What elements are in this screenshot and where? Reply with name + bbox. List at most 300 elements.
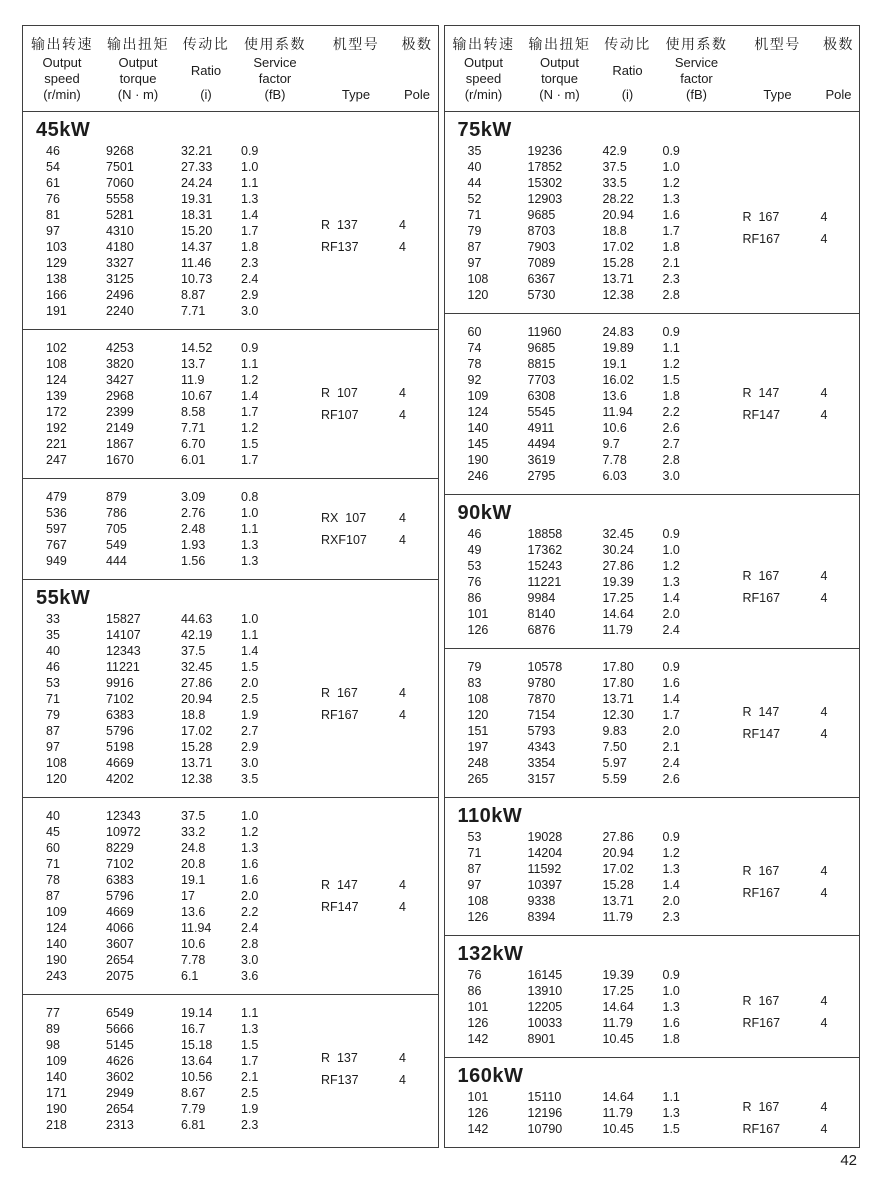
fb-cell: 1.0 [241, 160, 259, 174]
type-value: R 167 [742, 1100, 780, 1114]
ratio-cell: 11.94 [181, 921, 212, 935]
ratio-cell: 44.63 [181, 612, 213, 626]
pole-value: 4 [820, 232, 828, 246]
ratio-cell: 24.83 [602, 325, 634, 339]
pole-value: 4 [399, 218, 406, 232]
fb-cell: 1.0 [241, 506, 259, 520]
torque-cell: 7154 [527, 708, 556, 722]
speed-cell: 61 [46, 176, 60, 190]
type-value: RF167 [742, 591, 781, 605]
fb-cell: 1.3 [241, 538, 259, 552]
speed-cell: 767 [46, 538, 67, 552]
speed-cell: 46 [46, 144, 60, 158]
torque-cell: 444 [106, 554, 127, 568]
table-row [445, 255, 860, 271]
header-col-pole [821, 26, 857, 111]
ratio-cell: 20.94 [602, 208, 634, 222]
table-row [23, 159, 438, 175]
table-row [23, 271, 438, 287]
torque-cell: 12903 [527, 192, 563, 206]
ratio-cell: 17.02 [602, 240, 634, 254]
ratio-cell: 20.8 [181, 857, 206, 871]
speed-cell: 129 [46, 256, 67, 270]
fb-cell: 0.9 [662, 325, 680, 339]
rows-wrap [23, 330, 438, 478]
speed-cell: 124 [46, 921, 67, 935]
ratio-cell: 27.86 [602, 830, 634, 844]
speed-cell: 44 [467, 176, 482, 190]
ratio-cell: 6.70 [181, 437, 206, 451]
type-value: RF167 [742, 1016, 781, 1030]
fb-cell: 2.8 [662, 453, 680, 467]
fb-cell: 3.0 [241, 953, 259, 967]
fb-cell: 3.0 [241, 756, 259, 770]
type-value: RF167 [321, 708, 359, 722]
torque-cell: 3607 [106, 937, 134, 951]
rating-block [445, 117, 860, 313]
ratio-cell: 33.2 [181, 825, 206, 839]
ratio-cell: 24.8 [181, 841, 206, 855]
fb-cell: 1.7 [241, 405, 259, 419]
rating-block [445, 797, 860, 935]
speed-cell: 97 [467, 878, 482, 892]
speed-cell: 120 [467, 288, 489, 302]
header-label-en: torque [119, 71, 157, 86]
ratio-cell: 10.6 [602, 421, 627, 435]
fb-cell: 2.4 [241, 272, 259, 286]
fb-cell: 1.3 [662, 575, 680, 589]
fb-cell: 1.5 [241, 1038, 259, 1052]
torque-cell: 10033 [527, 1016, 563, 1030]
rows-wrap [445, 143, 860, 313]
fb-cell: 1.2 [241, 825, 259, 839]
fb-cell: 1.0 [241, 612, 259, 626]
speed-cell: 140 [46, 1070, 67, 1084]
torque-cell: 5558 [106, 192, 134, 206]
table-row [23, 287, 438, 303]
torque-cell: 4911 [527, 421, 555, 435]
ratio-cell: 13.71 [181, 756, 213, 770]
fb-cell: 1.2 [662, 846, 680, 860]
fb-cell: 2.9 [241, 740, 259, 754]
header-label-zh: 输出转速 [452, 36, 515, 52]
fb-cell: 1.1 [241, 176, 259, 190]
torque-cell: 14204 [527, 846, 563, 860]
fb-cell: 1.4 [662, 591, 680, 605]
header-label-zh: 输出转速 [31, 36, 93, 52]
torque-cell: 9685 [527, 341, 556, 355]
speed-cell: 76 [46, 192, 60, 206]
header-label-en: Service [674, 55, 719, 70]
rows-wrap [23, 479, 438, 579]
pole-value: 4 [399, 878, 406, 892]
fb-cell: 1.2 [241, 421, 259, 435]
type-pole-group [735, 860, 851, 904]
torque-cell: 11592 [527, 862, 562, 876]
ratio-cell: 10.67 [181, 389, 213, 403]
torque-cell: 5145 [106, 1038, 134, 1052]
torque-cell: 8394 [527, 910, 556, 924]
power-rating-title: 132kW [457, 943, 524, 965]
ratio-cell: 19.31 [181, 192, 213, 206]
pole-value: 4 [399, 408, 406, 422]
torque-cell: 10578 [527, 660, 563, 674]
ratings-table-right [444, 25, 861, 1148]
type-value: RF167 [742, 1122, 781, 1136]
ratio-cell: 19.1 [602, 357, 627, 371]
ratio-cell: 11.79 [602, 1016, 633, 1030]
table-row [23, 452, 438, 468]
ratio-cell: 15.18 [181, 1038, 213, 1052]
torque-cell: 4494 [527, 437, 556, 451]
type-pole-line [313, 214, 429, 236]
type-pole-group [735, 990, 851, 1034]
fb-cell: 1.3 [662, 862, 680, 876]
ratio-cell: 32.45 [602, 527, 634, 541]
table-row [23, 824, 438, 840]
fb-cell: 2.3 [662, 910, 680, 924]
table-row [23, 1021, 438, 1037]
header-col-type [735, 26, 821, 111]
torque-cell: 4669 [106, 756, 134, 770]
fb-cell: 2.4 [662, 756, 680, 770]
fb-cell: 1.7 [662, 224, 680, 238]
header-label-zh: 输出扭矩 [107, 36, 169, 52]
table-row [23, 627, 438, 643]
torque-cell: 6549 [106, 1006, 134, 1020]
fb-cell: 1.8 [662, 240, 680, 254]
torque-cell: 12343 [106, 809, 141, 823]
header-label-en: speed [465, 71, 502, 86]
power-rating-title: 75kW [457, 119, 512, 141]
ratio-cell: 11.79 [602, 623, 633, 637]
fb-cell: 1.4 [241, 644, 259, 658]
torque-cell: 12343 [106, 644, 141, 658]
speed-cell: 87 [46, 724, 60, 738]
fb-cell: 2.0 [662, 894, 680, 908]
page-number: 42 [840, 1152, 857, 1169]
fb-cell: 1.2 [241, 373, 259, 387]
fb-cell: 1.1 [241, 1006, 259, 1020]
type-pole-group [735, 565, 851, 609]
table-row [23, 143, 438, 159]
pole-value: 4 [820, 705, 828, 719]
header-label-en: Type [763, 87, 792, 102]
torque-cell: 2399 [106, 405, 134, 419]
fb-cell: 2.6 [662, 421, 680, 435]
type-pole-line [735, 565, 851, 587]
ratio-cell: 6.1 [181, 969, 199, 983]
fb-cell: 2.2 [662, 405, 680, 419]
power-rating-title: 90kW [457, 502, 512, 524]
pole-value: 4 [820, 569, 828, 583]
speed-cell: 98 [46, 1038, 60, 1052]
fb-cell: 1.3 [662, 192, 680, 206]
torque-cell: 8901 [527, 1032, 556, 1046]
table-row [23, 920, 438, 936]
torque-cell: 5281 [106, 208, 134, 222]
fb-cell: 1.4 [662, 692, 680, 706]
fb-cell: 1.3 [662, 1106, 680, 1120]
speed-cell: 86 [467, 984, 482, 998]
type-pole-group [735, 382, 851, 426]
fb-cell: 2.0 [662, 724, 680, 738]
pole-value: 4 [820, 210, 828, 224]
ratio-cell: 8.67 [181, 1086, 206, 1100]
torque-cell: 9916 [106, 676, 134, 690]
ratio-cell: 27.86 [602, 559, 634, 573]
header-label-en: Output [539, 55, 580, 70]
torque-cell: 2240 [106, 304, 134, 318]
speed-cell: 142 [467, 1032, 489, 1046]
header-label-en: (fB) [264, 87, 286, 102]
speed-cell: 54 [46, 160, 60, 174]
speed-cell: 197 [467, 740, 489, 754]
pole-value: 4 [399, 900, 406, 914]
table-row [445, 829, 860, 845]
fb-cell: 1.5 [662, 1122, 680, 1136]
torque-cell: 14107 [106, 628, 141, 642]
ratio-cell: 17.02 [181, 724, 213, 738]
torque-cell: 4343 [527, 740, 556, 754]
rating-block [23, 994, 438, 1143]
torque-cell: 5796 [106, 724, 134, 738]
speed-cell: 76 [467, 968, 482, 982]
type-value: R 167 [321, 686, 358, 700]
table-row [445, 287, 860, 303]
fb-cell: 1.0 [662, 543, 680, 557]
ratio-cell: 14.52 [181, 341, 213, 355]
table-row [445, 324, 860, 340]
table-row [445, 967, 860, 983]
speed-cell: 53 [467, 830, 482, 844]
speed-cell: 53 [467, 559, 482, 573]
speed-cell: 101 [467, 1090, 489, 1104]
table-row [23, 952, 438, 968]
speed-cell: 126 [467, 1016, 489, 1030]
torque-cell: 11960 [527, 325, 562, 339]
speed-cell: 108 [467, 692, 489, 706]
speed-cell: 33 [46, 612, 60, 626]
fb-cell: 1.1 [662, 1090, 680, 1104]
fb-cell: 1.8 [662, 1032, 680, 1046]
type-value: RF167 [742, 886, 781, 900]
ratings-table-left [22, 25, 439, 1148]
fb-cell: 1.8 [241, 240, 259, 254]
speed-cell: 124 [46, 373, 67, 387]
type-pole-line [313, 704, 429, 726]
pole-value: 4 [820, 864, 828, 878]
torque-cell: 16145 [527, 968, 563, 982]
fb-cell: 2.8 [662, 288, 680, 302]
torque-cell: 7501 [106, 160, 134, 174]
speed-cell: 140 [467, 421, 489, 435]
speed-cell: 126 [467, 623, 489, 637]
ratio-cell: 42.19 [181, 628, 213, 642]
header-col-ratio [175, 26, 237, 111]
table-row [445, 542, 860, 558]
type-value: R 147 [742, 705, 780, 719]
ratio-cell: 12.30 [602, 708, 634, 722]
type-pole-line [313, 874, 429, 896]
fb-cell: 2.3 [662, 272, 680, 286]
speed-cell: 78 [467, 357, 482, 371]
type-pole-line [313, 236, 429, 258]
ratio-cell: 10.73 [181, 272, 213, 286]
ratio-cell: 42.9 [602, 144, 627, 158]
ratio-cell: 13.71 [602, 894, 634, 908]
ratio-cell: 37.5 [181, 644, 206, 658]
torque-cell: 11221 [106, 660, 140, 674]
ratio-cell: 19.14 [181, 1006, 213, 1020]
fb-cell: 1.2 [662, 357, 680, 371]
table-row [23, 436, 438, 452]
torque-cell: 4180 [106, 240, 134, 254]
speed-cell: 243 [46, 969, 67, 983]
type-pole-line [735, 228, 851, 250]
speed-cell: 49 [467, 543, 482, 557]
speed-cell: 35 [46, 628, 60, 642]
ratio-cell: 5.97 [602, 756, 627, 770]
table-row [23, 808, 438, 824]
ratio-cell: 33.5 [602, 176, 627, 190]
speed-cell: 79 [46, 708, 60, 722]
type-value: RF147 [742, 727, 781, 741]
fb-cell: 0.9 [662, 830, 680, 844]
fb-cell: 2.0 [241, 676, 259, 690]
torque-cell: 4202 [106, 772, 134, 786]
fb-cell: 0.9 [241, 144, 259, 158]
fb-cell: 2.0 [241, 889, 259, 903]
speed-cell: 190 [46, 1102, 67, 1116]
fb-cell: 0.9 [662, 660, 680, 674]
table-row [23, 755, 438, 771]
torque-cell: 12196 [527, 1106, 563, 1120]
speed-cell: 109 [467, 389, 489, 403]
speed-cell: 140 [46, 937, 67, 951]
ratio-cell: 19.39 [602, 575, 634, 589]
ratio-cell: 13.7 [181, 357, 206, 371]
type-pole-group [313, 507, 429, 551]
header-label-en: (fB) [686, 87, 707, 102]
rows-wrap [445, 314, 860, 494]
header-label-en: (r/min) [43, 87, 81, 102]
torque-cell: 786 [106, 506, 127, 520]
ratio-cell: 9.83 [602, 724, 627, 738]
torque-cell: 2949 [106, 1086, 134, 1100]
ratio-cell: 15.28 [181, 740, 213, 754]
header-label-en: factor [258, 71, 292, 86]
ratio-cell: 17 [181, 889, 195, 903]
speed-cell: 108 [46, 357, 67, 371]
table-row [23, 611, 438, 627]
fb-cell: 1.7 [241, 224, 259, 238]
speed-cell: 192 [46, 421, 67, 435]
torque-cell: 5796 [106, 889, 134, 903]
torque-cell: 4626 [106, 1054, 134, 1068]
speed-cell: 87 [467, 862, 482, 876]
table-row [445, 675, 860, 691]
ratio-cell: 5.59 [602, 772, 627, 786]
speed-cell: 83 [467, 676, 482, 690]
speed-cell: 71 [46, 857, 60, 871]
speed-cell: 79 [467, 660, 482, 674]
fb-cell: 0.9 [662, 527, 680, 541]
rating-block [23, 329, 438, 478]
torque-cell: 10790 [527, 1122, 563, 1136]
rating-block [23, 478, 438, 579]
ratio-cell: 37.5 [181, 809, 206, 823]
rows-wrap [23, 995, 438, 1143]
ratio-cell: 7.79 [181, 1102, 206, 1116]
table-row [445, 845, 860, 861]
rating-block [445, 648, 860, 797]
speed-cell: 109 [46, 1054, 67, 1068]
speed-cell: 597 [46, 522, 67, 536]
torque-cell: 15110 [527, 1090, 562, 1104]
pole-value: 4 [820, 1100, 828, 1114]
torque-cell: 7089 [527, 256, 556, 270]
type-pole-group [313, 382, 429, 426]
torque-cell: 5545 [527, 405, 556, 419]
fb-cell: 1.6 [662, 208, 680, 222]
ratio-cell: 17.80 [602, 676, 634, 690]
header-label-zh: 使用系数 [244, 36, 306, 52]
pole-value: 4 [399, 533, 406, 547]
table-row [445, 356, 860, 372]
fb-cell: 0.9 [662, 968, 680, 982]
type-pole-group [313, 682, 429, 726]
pole-value: 4 [399, 511, 406, 525]
type-pole-line [735, 1012, 851, 1034]
ratio-cell: 15.20 [181, 224, 213, 238]
table-row [445, 436, 860, 452]
fb-cell: 2.6 [662, 772, 680, 786]
torque-cell: 4669 [106, 905, 134, 919]
pole-value: 4 [399, 708, 406, 722]
torque-cell: 2313 [106, 1118, 134, 1132]
rating-block [445, 494, 860, 648]
fb-cell: 2.3 [241, 256, 259, 270]
torque-cell: 1867 [106, 437, 134, 451]
torque-cell: 3157 [527, 772, 556, 786]
fb-cell: 3.6 [241, 969, 259, 983]
fb-cell: 1.4 [662, 878, 680, 892]
type-value: R 137 [321, 1051, 358, 1065]
torque-cell: 705 [106, 522, 127, 536]
ratio-cell: 10.6 [181, 937, 206, 951]
type-value: R 167 [742, 569, 780, 583]
ratio-cell: 18.8 [602, 224, 627, 238]
header-label-zh: 机型号 [754, 36, 801, 52]
speed-cell: 87 [467, 240, 482, 254]
type-pole-line [735, 882, 851, 904]
table-row [445, 468, 860, 484]
torque-cell: 5198 [106, 740, 134, 754]
torque-cell: 7903 [527, 240, 556, 254]
torque-cell: 3602 [106, 1070, 134, 1084]
speed-cell: 479 [46, 490, 67, 504]
torque-cell: 9268 [106, 144, 134, 158]
fb-cell: 1.3 [241, 554, 259, 568]
fb-cell: 1.4 [241, 389, 259, 403]
table-row [23, 936, 438, 952]
fb-cell: 1.4 [241, 208, 259, 222]
torque-cell: 4310 [106, 224, 134, 238]
table-row [23, 643, 438, 659]
torque-cell: 3354 [527, 756, 556, 770]
header-col-type [313, 26, 399, 111]
